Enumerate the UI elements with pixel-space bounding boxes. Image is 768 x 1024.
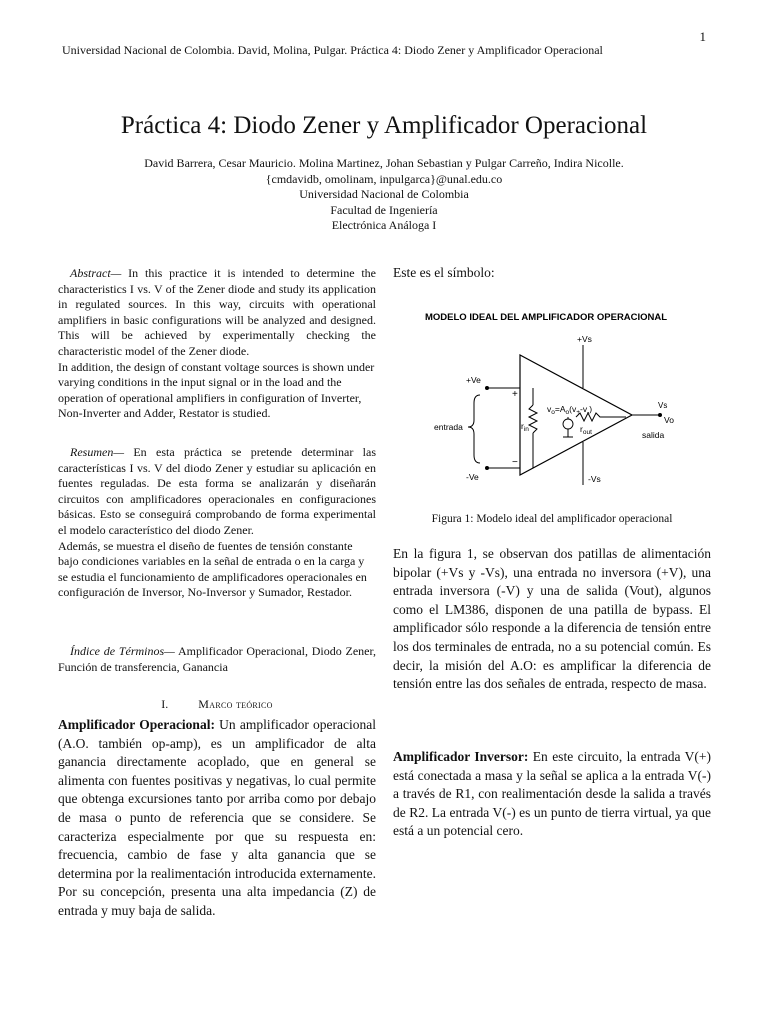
abstract-section [58,266,376,422]
resumen-text: En esta práctica se pretende determinar las características I vs. V del diodo Zener y estudiar su aplicación en fuentes reguladas. De esta forma se analizarán y diseñarán circuitos con amplificadores operacionales en configuraciones básicas. Esto se conseguirá comprobando de forma experimental el modelo característico del diodo Zener. [58,445,376,537]
author-block [0,156,768,234]
resumen-label: Resumen— [70,445,124,459]
page-number: 1 [699,29,706,44]
inversor-paragraph [393,748,711,841]
rout-resistor [576,413,626,421]
svg-text:rout: $r_{out}$ [580,424,592,436]
index-terms-section [58,644,376,675]
input-brace [468,395,480,463]
pos-input-label: +Ve [466,375,481,385]
section-number: I. [161,697,169,711]
abstract-text: In this practice it is intended to determine the characteristics I vs. V of the Zener diode and study its application in regulated sources. In this way, circuits with operational amplifiers in basic configurations will be analyzed and designed. This will be achieved by experimentally checking the characteristic model of the Zener diode. [58,266,376,358]
inversor-label: Amplificador Inversor: [393,749,529,764]
pos-supply-label: +Vs [577,334,592,344]
section-title: Marco teórico [198,697,273,711]
author-emails: {cmdavidb, omolinam, inpulgarca}@unal.edu.co [265,171,503,186]
author-course: Electrónica Análoga I [331,218,437,233]
minus-sign: − [512,457,518,468]
salida-label: salida [642,430,665,440]
amp-op-label: Amplificador Operacional: [58,717,215,732]
vs-output-label: Vs [658,401,668,410]
neg-input-label: -Ve [466,472,479,482]
rin-resistor [529,405,537,433]
svg-text:rin: $r_{in}$ [521,421,529,433]
vo-label: Vo [664,415,674,425]
resumen-text-2: Además, se muestra el diseño de fuentes de tensión constante bajo condiciones variables en la señal de entrada o en la carga y se estudia el funcionamiento de amplificadores operacionales en configuración de Inversor, No-Inversor y Sumador, Restador. [58,538,367,600]
symbol-intro: Este es el símbolo: [393,265,495,280]
entrada-label: entrada [434,422,463,432]
author-faculty: Facultad de Ingeniería [330,202,438,217]
gain-expression: $v_o=A_o(v_+-v_-)$ [547,404,593,416]
index-terms-text: Amplificador Operacional, Diodo Zener, Función de transferencia, Ganancia [58,644,376,674]
author-university: Universidad Nacional de Colombia [299,187,469,202]
figure-heading: MODELO IDEAL DEL AMPLIFICADOR OPERACIONAL [425,312,668,323]
abstract-label: Abstract— [70,266,122,280]
figure-caption: Figura 1: Modelo ideal del amplificador operacional [431,513,673,525]
amp-op-paragraph [58,716,376,921]
index-terms-label: Índice de Términos— [70,644,175,658]
figure-paragraph: En la figura 1, se observan dos patillas de alimentación bipolar (+Vs y -Vs), una entrada no inversora (+V), una entrada inversora (-V) y una de salida (Vout), algunos como el LM386, disponen de una patilla de bypass. El amplificador sólo responde a la diferencia de tensión entre los dos terminales de entrada, no a su potencial común. Es decir, la misión del A.O: es amplificar la diferencia de tensión entre las dos señales de entrada, respecto de masa. [393,546,711,692]
abstract-text-2: In addition, the design of constant voltage sources is shown under varying conditions in the input signal or in the load and the operation of operational amplifiers in configuration of Inverter, Non-Inverter and Adder, Restator is studied. [58,359,375,421]
neg-supply-label: -Vs [588,474,601,484]
resumen-section [58,445,376,601]
author-names: David Barrera, Cesar Mauricio. Molina Martinez, Johan Sebastian y Pulgar Carreño, Indira Nicolle. [144,156,624,170]
paper-title: Práctica 4: Diodo Zener y Amplificador Operacional [120,112,648,139]
dependent-source [563,419,573,429]
op-amp-figure [420,305,690,505]
section-heading [58,697,376,712]
running-header: Universidad Nacional de Colombia. David, Molina, Pulgar. Práctica 4: Diodo Zener y Amplificador Operacional [62,43,603,57]
inversor-text: En este circuito, la entrada V(+) está conectada a masa y la señal se aplica a la entrada V(-) a través de R1, con realimentación desde la salida a través de R2. La entrada V(-) es un punto de tierra virtual, ya que está a un potencial cero. [393,749,711,839]
amp-op-text: Un amplificador operacional (A.O. también op-amp), es un amplificador de alta ganancia directamente acoplado, que en general se alimenta con fuentes positivas y negativas, lo cual permite que obtenga excursiones tanto por arriba como por debajo de masa o punto de referencia que se considere. Se caracteriza especialmente por que su respuesta en: frecuencia, cambio de fase y alta ganancia que se determina por la realimentación introducida externamente. Por su concepción, presenta una alta impedancia (Z) de entrada y muy baja de salida. [58,717,376,918]
plus-sign: + [512,389,518,400]
